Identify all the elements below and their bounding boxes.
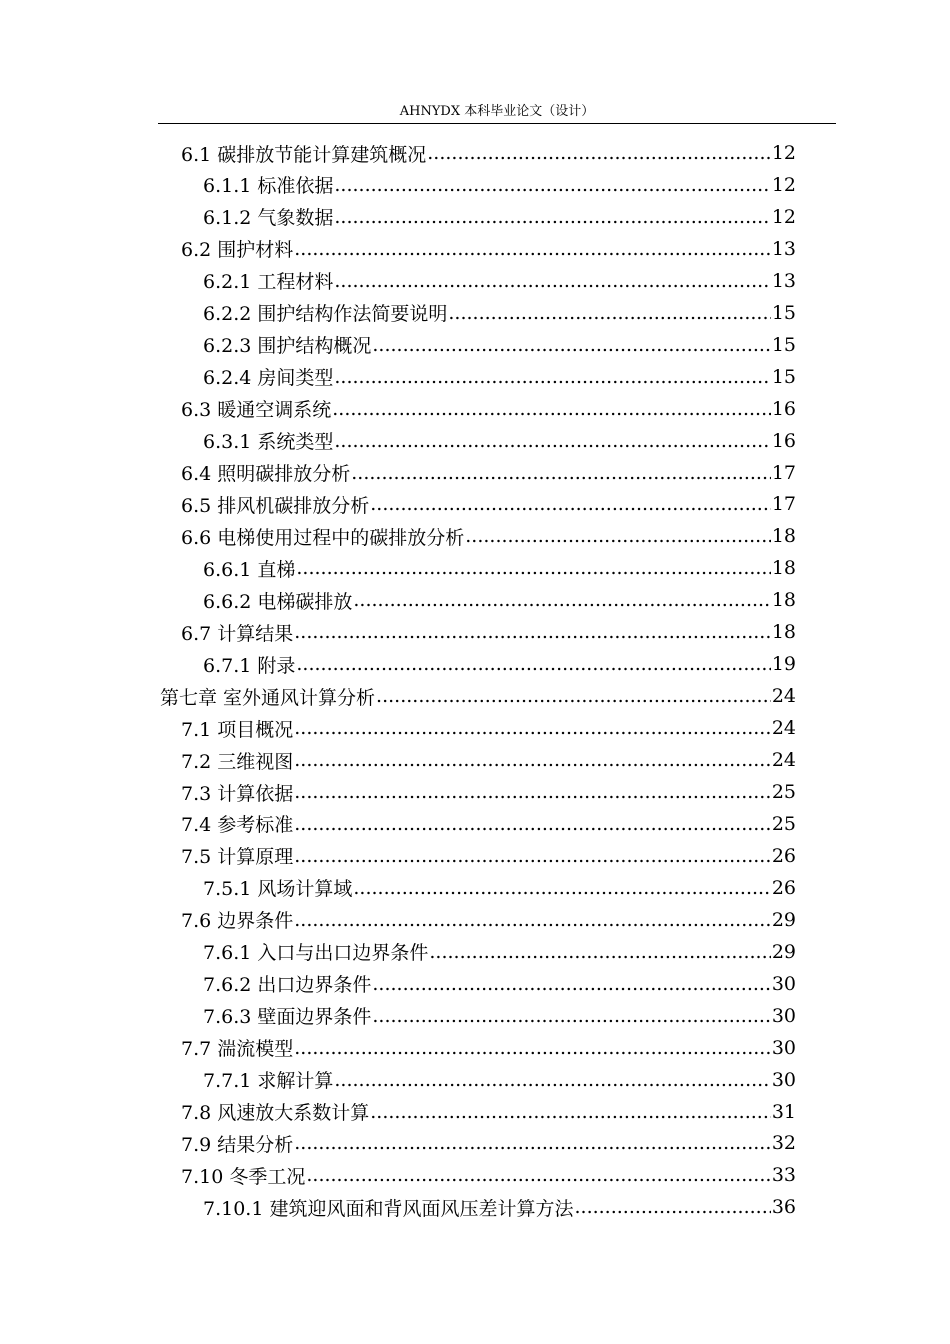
toc-entry-page-number: 16: [771, 429, 796, 452]
toc-entry-title: 7.7.1 求解计算: [203, 1070, 334, 1093]
toc-dot-leader: [448, 302, 770, 324]
toc-entry-page-number: 36: [771, 1196, 796, 1219]
toc-entry-title: 6.2.4 房间类型: [203, 367, 334, 390]
toc-entry[interactable]: [181, 616, 796, 648]
toc-entry[interactable]: [203, 648, 796, 680]
toc-entry-page-number: 32: [771, 1132, 796, 1155]
toc-entry-title: 6.7 计算结果: [181, 622, 294, 645]
toc-entry-page-number: 13: [771, 269, 796, 292]
toc-entry[interactable]: [203, 201, 796, 233]
toc-entry[interactable]: [203, 872, 796, 904]
toc-entry-title: 6.1 碳排放节能计算建筑概况: [181, 143, 427, 166]
toc-entry-page-number: 15: [771, 301, 796, 324]
toc-entry[interactable]: [181, 808, 796, 840]
toc-entry[interactable]: [181, 776, 796, 808]
toc-entry[interactable]: [203, 552, 796, 584]
toc-entry-page-number: 33: [771, 1164, 796, 1187]
toc-dot-leader: [294, 717, 771, 739]
toc-dot-leader: [294, 1132, 771, 1154]
toc-entry[interactable]: [181, 233, 796, 265]
toc-entry-title: 7.7 湍流模型: [181, 1038, 294, 1061]
toc-entry-page-number: 12: [771, 205, 796, 228]
toc-entry[interactable]: [181, 840, 796, 872]
toc-entry-title: 7.5.1 风场计算域: [203, 878, 353, 901]
toc-dot-leader: [574, 1196, 770, 1218]
toc-entry[interactable]: [181, 712, 796, 744]
toc-dot-leader: [370, 1101, 771, 1123]
toc-entry-page-number: 25: [771, 812, 796, 835]
toc-entry-page-number: 16: [771, 397, 796, 420]
header-divider: [158, 123, 836, 124]
toc-entry-title: 7.6.1 入口与出口边界条件: [203, 942, 429, 965]
toc-entry-page-number: 30: [771, 1036, 796, 1059]
toc-entry-page-number: 17: [771, 493, 796, 516]
toc-entry[interactable]: [203, 361, 796, 393]
toc-entry-title: 6.6.2 电梯碳排放: [203, 590, 353, 613]
toc-entry-page-number: 18: [771, 525, 796, 548]
toc-dot-leader: [427, 142, 771, 164]
toc-entry-title: 7.6.3 壁面边界条件: [203, 1006, 372, 1029]
toc-entry[interactable]: [181, 488, 796, 520]
toc-dot-leader: [351, 462, 771, 484]
toc-entry[interactable]: [203, 329, 796, 361]
page-header: AHNYDX 本科毕业论文（设计）: [399, 104, 595, 119]
toc-entry-title: 6.1.1 标准依据: [203, 175, 334, 198]
toc-entry[interactable]: [203, 968, 796, 1000]
toc-dot-leader: [334, 1069, 770, 1091]
toc-entry-page-number: 24: [771, 717, 796, 740]
toc-entry-page-number: 18: [771, 557, 796, 580]
toc-entry-page-number: 25: [771, 781, 796, 803]
toc-entry[interactable]: [181, 393, 796, 425]
toc-dot-leader: [353, 877, 770, 899]
toc-entry-page-number: 12: [771, 142, 796, 164]
toc-entry-page-number: 18: [771, 589, 796, 612]
toc-entry-title: 第七章 室外通风计算分析: [160, 686, 376, 709]
toc-dot-leader: [296, 653, 770, 675]
toc-entry-page-number: 18: [771, 621, 796, 644]
toc-dot-leader: [294, 909, 771, 931]
toc-entry-title: 6.7.1 附录: [203, 654, 296, 677]
toc-entry-title: 6.3 暖通空调系统: [181, 399, 332, 422]
toc-dot-leader: [294, 621, 771, 643]
toc-dot-leader: [334, 270, 770, 292]
toc-dot-leader: [294, 845, 771, 867]
toc-entry-title: 6.1.2 气象数据: [203, 207, 334, 230]
toc-dot-leader: [306, 1164, 770, 1186]
toc-dot-leader: [465, 525, 771, 547]
toc-dot-leader: [294, 781, 771, 803]
toc-entry-title: 7.1 项目概况: [181, 718, 294, 741]
toc-entry-title: 7.3 计算依据: [181, 782, 294, 805]
toc-entry[interactable]: [160, 680, 796, 712]
toc-entry-title: 7.10.1 建筑迎风面和背风面风压差计算方法: [203, 1197, 574, 1220]
toc-entry-page-number: 24: [771, 685, 796, 708]
toc-entry-page-number: 31: [771, 1100, 796, 1123]
toc-entry-page-number: 26: [771, 876, 796, 899]
toc-entry-title: 7.8 风速放大系数计算: [181, 1102, 370, 1124]
toc-entry[interactable]: [181, 744, 796, 776]
toc-entry[interactable]: [203, 1191, 796, 1223]
toc-entry[interactable]: [203, 1064, 796, 1096]
toc-entry-title: 7.9 结果分析: [181, 1133, 294, 1156]
toc-entry-title: 7.5 计算原理: [181, 846, 294, 869]
toc-entry-page-number: 30: [771, 972, 796, 995]
toc-entry[interactable]: [181, 1159, 796, 1191]
toc-entry[interactable]: [181, 904, 796, 936]
toc-dot-leader: [294, 1037, 771, 1059]
toc-entry-title: 7.6 边界条件: [181, 910, 294, 933]
toc-entry[interactable]: [181, 1127, 796, 1159]
toc-dot-leader: [334, 174, 770, 196]
toc-entry-title: 6.3.1 系统类型: [203, 431, 334, 454]
toc-dot-leader: [370, 493, 771, 515]
toc-dot-leader: [372, 1005, 770, 1027]
toc-dot-leader: [334, 206, 770, 228]
toc-dot-leader: [294, 238, 771, 260]
toc-entry-page-number: 30: [771, 1068, 796, 1091]
toc-entry-page-number: 13: [771, 237, 796, 260]
toc-entry-page-number: 24: [771, 749, 796, 772]
toc-entry[interactable]: [181, 1032, 796, 1064]
toc-entry[interactable]: [181, 1096, 796, 1128]
toc-dot-leader: [376, 685, 771, 707]
toc-entry-title: 7.6.2 出口边界条件: [203, 974, 372, 997]
toc-entry-page-number: 17: [771, 461, 796, 484]
toc-entry[interactable]: [203, 425, 796, 457]
toc-entry-page-number: 29: [771, 940, 796, 963]
toc-entry-title: 6.4 照明碳排放分析: [181, 463, 351, 485]
toc-entry[interactable]: [203, 1000, 796, 1032]
toc-entry-title: 6.6 电梯使用过程中的碳排放分析: [181, 526, 465, 549]
toc-dot-leader: [334, 430, 770, 452]
toc-entry[interactable]: [203, 265, 796, 297]
toc-entry-title: 6.2.1 工程材料: [203, 271, 334, 294]
toc-entry-title: 7.10 冬季工况: [181, 1165, 306, 1188]
toc-entry[interactable]: [203, 584, 796, 616]
toc-entry-page-number: 26: [771, 844, 796, 867]
toc-entry-title: 6.2 围护材料: [181, 239, 294, 262]
toc-entry[interactable]: [203, 936, 796, 968]
toc-entry-title: 6.5 排风机碳排放分析: [181, 494, 370, 517]
toc-entry-page-number: 19: [771, 653, 796, 676]
toc-dot-leader: [372, 334, 770, 356]
toc-entry-page-number: 29: [771, 908, 796, 931]
toc-entry[interactable]: [203, 297, 796, 329]
toc-dot-leader: [294, 749, 771, 771]
toc-entry-title: 6.2.2 围护结构作法简要说明: [203, 303, 448, 326]
toc-entry-page-number: 30: [771, 1004, 796, 1027]
toc-entry-title: 7.4 参考标准: [181, 814, 294, 837]
toc-entry[interactable]: [181, 520, 796, 552]
toc-entry-title: 6.6.1 直梯: [203, 558, 296, 581]
toc-entry[interactable]: [181, 137, 796, 169]
toc-entry-title: 6.2.3 围护结构概况: [203, 335, 372, 358]
toc-dot-leader: [296, 557, 770, 579]
toc-dot-leader: [429, 941, 770, 963]
toc-dot-leader: [332, 398, 771, 420]
toc-entry[interactable]: [203, 169, 796, 201]
toc-entry[interactable]: [181, 457, 796, 489]
toc-entry-page-number: 12: [771, 173, 796, 196]
toc-dot-leader: [294, 813, 771, 835]
toc-dot-leader: [372, 973, 770, 995]
toc-entry-page-number: 15: [771, 333, 796, 356]
toc-dot-leader: [353, 589, 770, 611]
toc-dot-leader: [334, 366, 770, 388]
toc-entry-page-number: 15: [771, 365, 796, 388]
toc-entry-title: 7.2 三维视图: [181, 750, 294, 773]
